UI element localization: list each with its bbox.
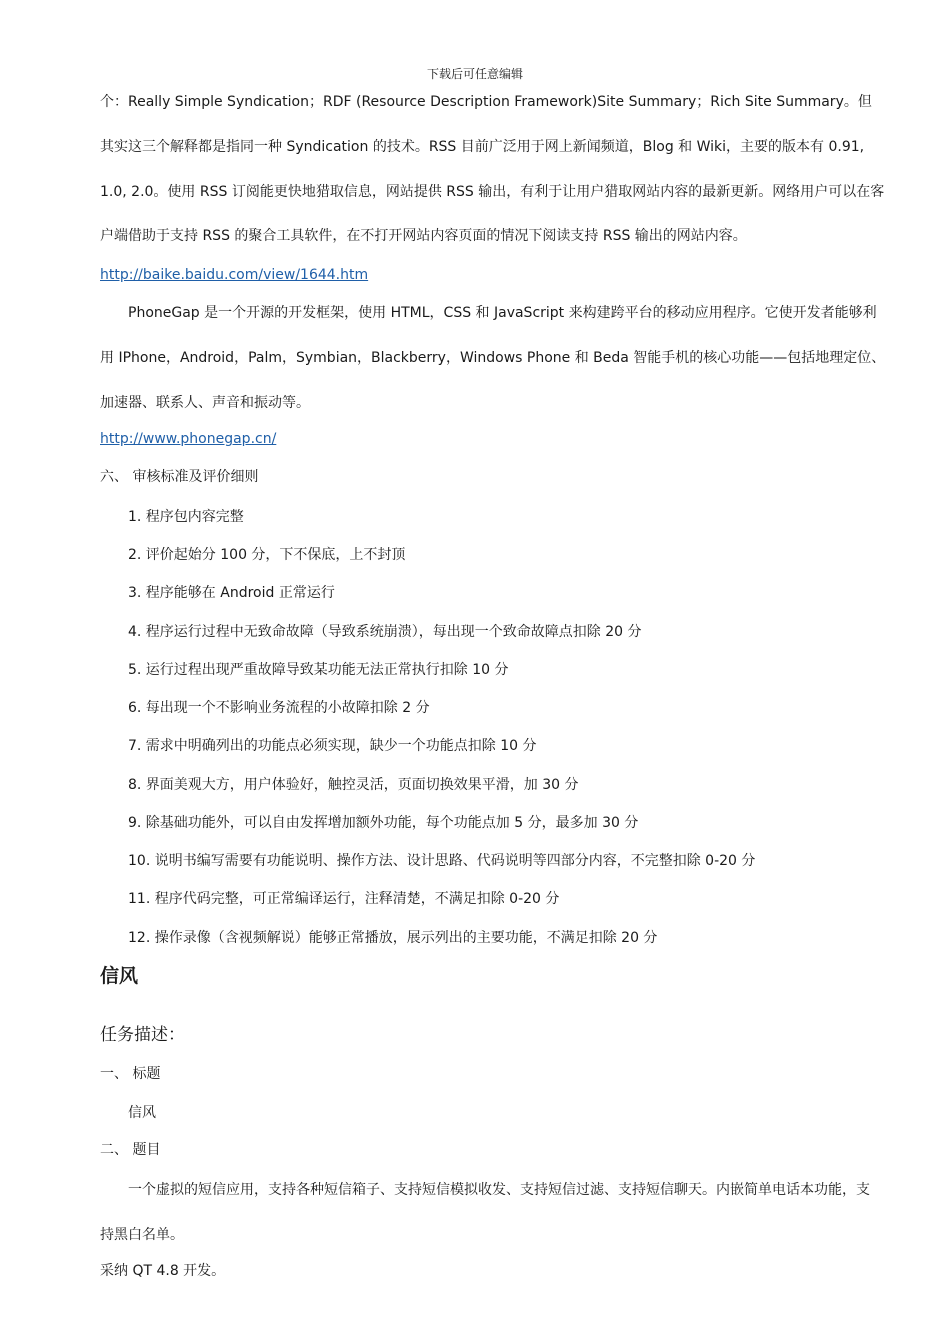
criteria-item: 4. 程序运行过程中无致命故障（导致系统崩溃），每出现一个致命故障点扣除 20 分 bbox=[128, 624, 642, 640]
phonegap-paragraph-line: 加速器、联系人、声音和振动等。 bbox=[100, 395, 310, 411]
criteria-item: 7. 需求中明确列出的功能点必须实现，缺少一个功能点扣除 10 分 bbox=[128, 738, 537, 754]
topic-paragraph-line: 持黑白名单。 bbox=[100, 1227, 184, 1243]
xinfeng-title: 信风 bbox=[100, 965, 139, 987]
criteria-item: 12. 操作录像（含视频解说）能够正常播放，展示列出的主要功能，不满足扣除 20 分 bbox=[128, 930, 658, 946]
criteria-item: 5. 运行过程出现严重故障导致某功能无法正常执行扣除 10 分 bbox=[128, 662, 509, 678]
page-header: 下载后可任意编辑 bbox=[426, 67, 523, 81]
dev-note: 采纳 QT 4.8 开发。 bbox=[100, 1263, 226, 1279]
criteria-item: 1. 程序包内容完整 bbox=[128, 509, 244, 525]
criteria-item: 11. 程序代码完整，可正常编译运行，注释清楚，不满足扣除 0-20 分 bbox=[128, 891, 560, 907]
section-heading: 六、 审核标准及评价细则 bbox=[100, 469, 259, 485]
section-heading: 二、 题目 bbox=[100, 1142, 161, 1158]
rss-paragraph-line: 1.0, 2.0。使用 RSS 订阅能更快地猎取信息，网站提供 RSS 输出，有利于让用户猎取网站内容的最新更新。网络用户可以在客 bbox=[100, 184, 885, 200]
criteria-item: 3. 程序能够在 Android 正常运行 bbox=[128, 585, 335, 601]
criteria-item: 9. 除基础功能外，可以自由发挥增加额外功能，每个功能点加 5 分，最多加 30 分 bbox=[128, 815, 639, 831]
criteria-item: 2. 评价起始分 100 分，下不保底，上不封顶 bbox=[128, 547, 406, 563]
section-heading: 一、 标题 bbox=[100, 1066, 161, 1082]
rss-paragraph-line: 个：Really Simple Syndication；RDF (Resource Description Framework)Site Summary；Rich Site Summary。但 bbox=[100, 94, 872, 110]
criteria-item: 6. 每出现一个不影响业务流程的小故障扣除 2 分 bbox=[128, 700, 430, 716]
phonegap-link[interactable]: http://www.phonegap.cn/ bbox=[100, 431, 277, 447]
phonegap-paragraph-line: PhoneGap 是一个开源的开发框架，使用 HTML，CSS 和 JavaScript 来构建跨平台的移动应用程序。它使开发者能够利 bbox=[128, 305, 877, 321]
task-description-label: 任务描述： bbox=[100, 1025, 185, 1045]
criteria-item: 8. 界面美观大方，用户体验好，触控灵活，页面切换效果平滑，加 30 分 bbox=[128, 777, 579, 793]
topic-paragraph-line: 一个虚拟的短信应用，支持各种短信箱子、支持短信模拟收发、支持短信过滤、支持短信聊天。内嵌简单电话本功能，支 bbox=[128, 1182, 870, 1198]
rss-paragraph-line: 其实这三个解释都是指同一种 Syndication 的技术。RSS 目前广泛用于网上新闻频道，Blog 和 Wiki，主要的版本有 0.91, bbox=[100, 139, 865, 155]
rss-paragraph-line: 户端借助于支持 RSS 的聚合工具软件，在不打开网站内容页面的情况下阅读支持 RSS 输出的网站内容。 bbox=[100, 228, 747, 244]
title-text: 信风 bbox=[128, 1105, 156, 1121]
phonegap-paragraph-line: 用 IPhone，Android，Palm，Symbian，Blackberry，Windows Phone 和 Beda 智能手机的核心功能——包括地理定位、 bbox=[100, 350, 886, 366]
baike-link[interactable]: http://baike.baidu.com/view/1644.htm bbox=[100, 267, 369, 283]
criteria-item: 10. 说明书编写需要有功能说明、操作方法、设计思路、代码说明等四部分内容，不完整扣除 0-20 分 bbox=[128, 853, 756, 869]
